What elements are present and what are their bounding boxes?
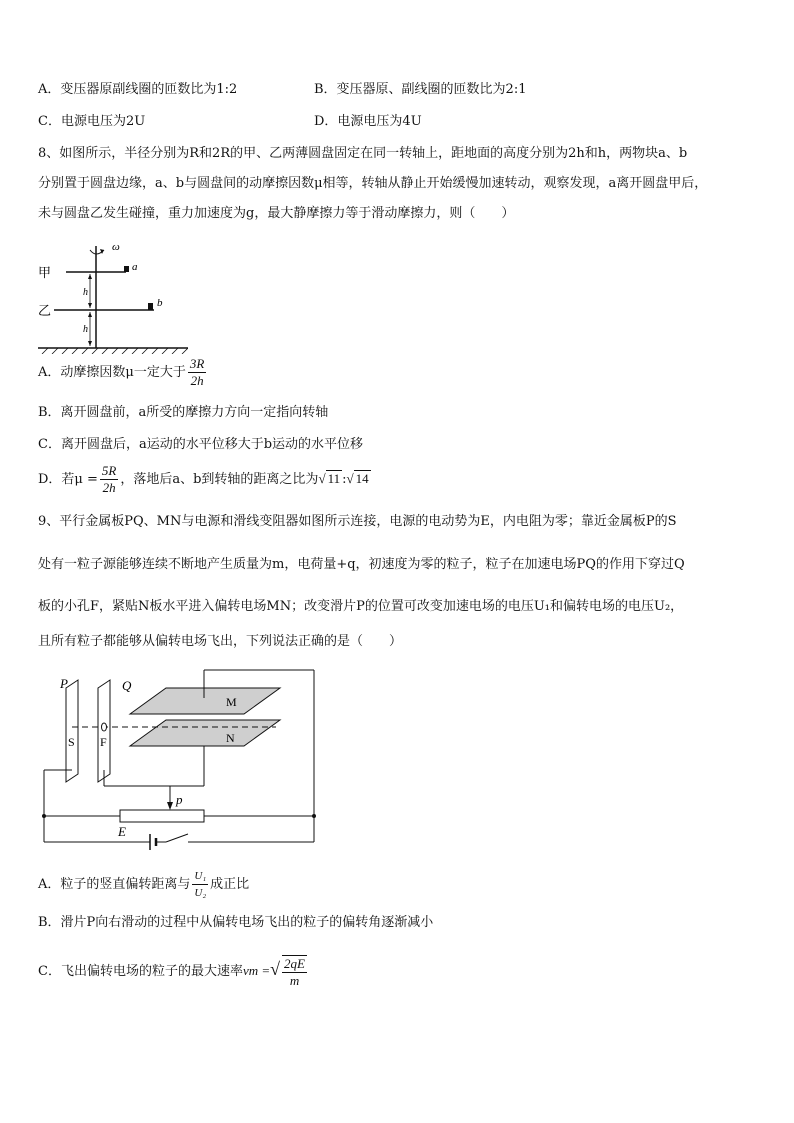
radicand-14: 14 xyxy=(355,471,369,486)
source-s-label: S xyxy=(68,735,75,749)
sqrt-11: √ 11 xyxy=(318,471,341,486)
q9-option-c-sqrt: √ xyxy=(270,959,281,979)
ratio-colon: : xyxy=(342,472,347,487)
q8-omega-label: ω xyxy=(112,241,120,253)
q9-stem-line2: 处有一粒子源能够连续不断地产生质量为m，电荷量+q，初速度为零的粒子，粒子在加速电场PQ的作用下穿过Q xyxy=(38,557,685,572)
q9-stem-line1: 9、平行金属板PQ、MN与电源和滑线变阻器如图所示连接，电源的电动势为E，内电阻为零；靠近金属板P的S xyxy=(38,514,677,529)
plate-m-label: M xyxy=(226,695,237,709)
q8-option-a xyxy=(38,356,208,390)
ground-hatch xyxy=(42,348,188,354)
q8-option-d-text: D．若μ = xyxy=(38,472,98,487)
fraction-numerator: 3R xyxy=(189,356,205,371)
q9-option-c-fraction xyxy=(282,955,307,989)
q9-option-b: B．滑片P向右滑动的过程中从偏转电场飞出的粒子的偏转角逐渐减小 xyxy=(38,915,434,930)
plate-n-label: N xyxy=(226,731,235,745)
q9-option-a-fraction xyxy=(192,868,208,901)
slider-p-label: p xyxy=(176,792,183,807)
q8-stem-line3: 未与圆盘乙发生碰撞，重力加速度为g，最大静摩擦力等于滑动摩擦力，则（ ） xyxy=(38,206,515,221)
q8-h2-label: h xyxy=(83,324,88,335)
q8-stem-line1: 8、如图所示，半径分别为R和2R的甲、乙两薄圆盘固定在同一转轴上，距地面的高度分别为2h和h，两物块a、b xyxy=(38,146,688,161)
hole-f-label: F xyxy=(100,735,107,749)
q9-stem-line3: 板的小孔F，紧贴N板水平进入偏转电场MN；改变滑片P的位置可改变加速电场的电压U₁和偏转电场的电压U₂， xyxy=(38,599,684,614)
q8-option-a-text: A．动摩擦因数μ一定大于 xyxy=(38,365,186,380)
q9-option-a-post-text: 成正比 xyxy=(210,877,250,892)
fraction-numerator: 5R xyxy=(101,463,117,478)
fraction-denominator: m xyxy=(289,972,300,988)
fraction-denominator: 2h xyxy=(102,480,116,495)
block-a xyxy=(124,266,129,272)
q9-circuit-figure xyxy=(38,666,322,858)
rheostat xyxy=(120,810,204,822)
q9-option-a-text: A．粒子的竖直偏转距离与 xyxy=(38,877,191,892)
switch xyxy=(166,834,188,842)
q8-option-a-fraction xyxy=(188,356,206,389)
q8-option-d-mid-text: ，落地后a、b到转轴的距离之比为 xyxy=(120,472,319,487)
q9-option-a xyxy=(38,866,249,904)
q8-a-label: a xyxy=(132,261,138,273)
fraction-denominator: U₂ xyxy=(194,887,207,899)
q9-option-c-variable: vm = xyxy=(242,963,271,978)
emf-e-label: E xyxy=(118,824,126,839)
fraction-numerator: U₁ xyxy=(192,868,208,885)
q8-option-d-fraction xyxy=(100,463,118,496)
q7-option-d: D．电源电压为4U xyxy=(314,114,422,129)
fraction-denominator: 2h xyxy=(190,373,204,388)
q8-option-d xyxy=(38,462,371,497)
sqrt-14: √ 14 xyxy=(346,471,369,486)
q8-yi-label: 乙 xyxy=(38,303,52,318)
plate-p-label: P xyxy=(60,676,68,691)
q8-stem-line2: 分别置于圆盘边缘，a、b与圆盘间的动摩擦因数μ相等，转轴从静止开始缓慢加速转动，观察发现，a离开圆盘甲后， xyxy=(38,176,708,191)
q8-option-b: B．离开圆盘前，a所受的摩擦力方向一定指向转轴 xyxy=(38,405,329,420)
radicand-11: 11 xyxy=(327,471,341,486)
q7-option-c: C．电源电压为2U xyxy=(38,114,146,129)
q8-b-label: b xyxy=(157,297,163,309)
fraction-numerator: 2qE xyxy=(284,955,305,971)
plate-q-label: Q xyxy=(122,678,132,693)
q9-option-c xyxy=(38,950,309,991)
block-b xyxy=(148,303,153,310)
q7-option-b: B．变压器原、副线圈的匝数比为2:1 xyxy=(314,82,527,97)
q8-jia-label: 甲 xyxy=(38,265,52,280)
q9-stem-line4: 且所有粒子都能够从偏转电场飞出，下列说法正确的是（ ） xyxy=(38,634,403,649)
q8-h1-label: h xyxy=(83,287,88,298)
q9-option-c-text: C．飞出偏转电场的粒子的最大速率 xyxy=(38,964,243,979)
q8-disc-figure xyxy=(38,236,188,354)
q7-option-a: A．变压器原副线圈的匝数比为1:2 xyxy=(38,82,238,97)
q8-option-c: C．离开圆盘后，a运动的水平位移大于b运动的水平位移 xyxy=(38,437,364,452)
